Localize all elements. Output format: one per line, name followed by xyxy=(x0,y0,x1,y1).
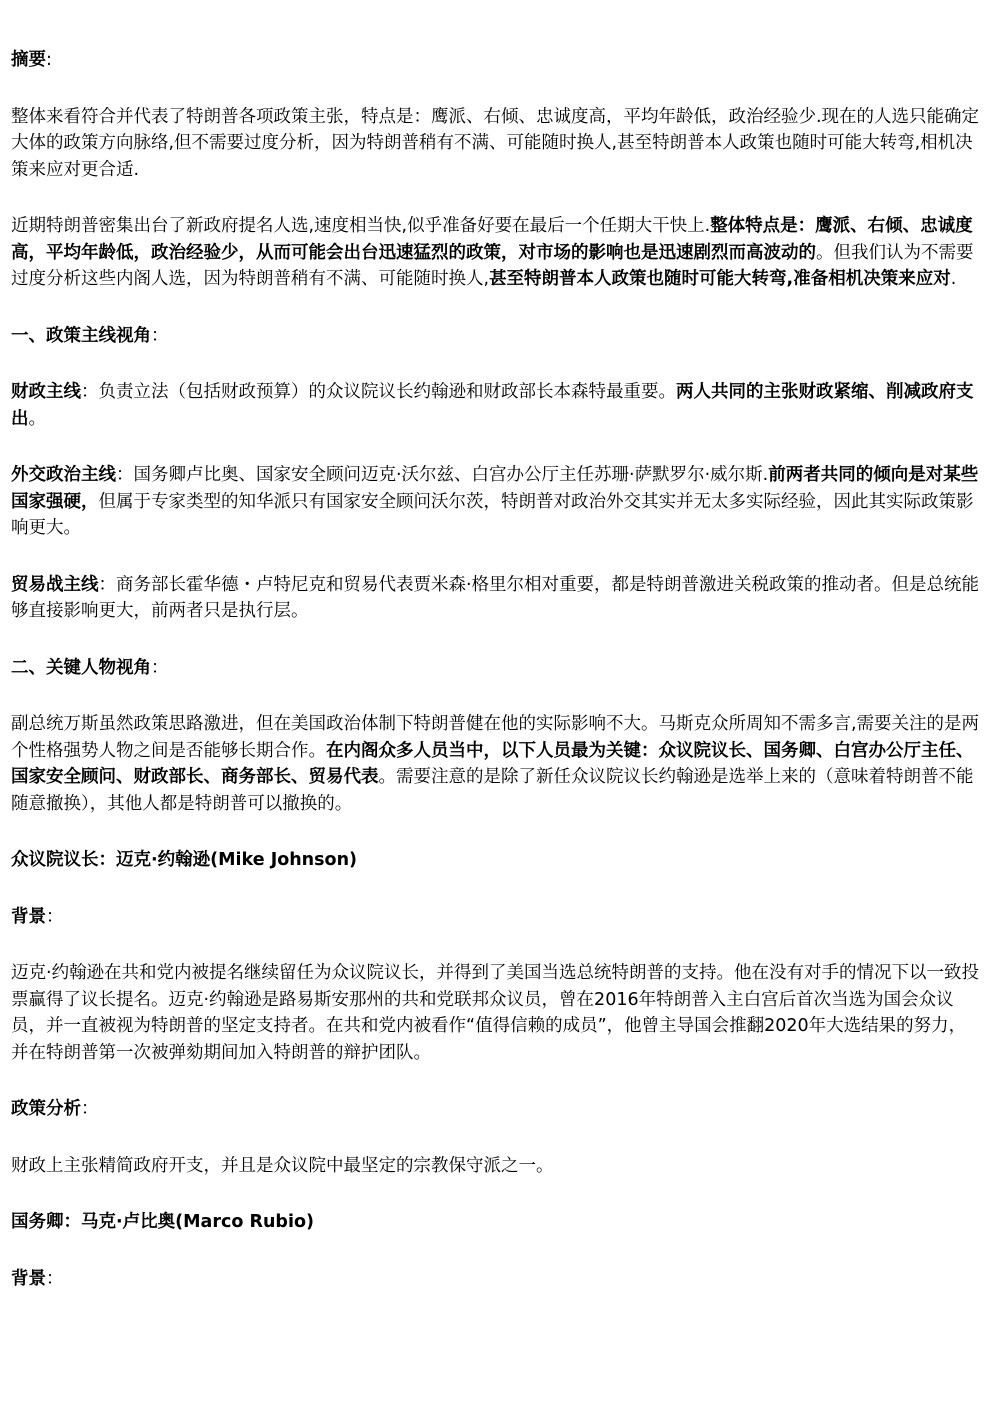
key-figures-intro: 副总统万斯虽然政策思路激进，但在美国政治体制下特朗普健在他的实际影响不大。马斯克众所周知不需多言,需要关注的是两个性格强势人物之间是否能够长期合作。 xyxy=(11,714,980,761)
secretary-heading xyxy=(11,1209,980,1236)
fiscal-label: 财政主线 xyxy=(11,382,81,402)
foreign-highlight: 前两者共同的倾向是对某些国家强硬， xyxy=(11,465,979,512)
section2-colon: ： xyxy=(151,657,169,678)
secretary-title: 国务卿：马克·卢比奥(Marco Rubio) xyxy=(11,1212,314,1232)
speaker-policy-heading xyxy=(11,1096,980,1123)
summary-heading xyxy=(11,47,980,74)
summary-p2-highlight-2: 甚至特朗普本人政策也随时可能大转弯,准备相机决策来应对 xyxy=(489,269,951,289)
foreign-label: 外交政治主线 xyxy=(11,465,116,485)
section1-heading xyxy=(11,323,980,350)
key-figures-highlight: 在内阁众多人员当中，以下人员最为关键：众议院议长、国务卿、白宫办公厅主任、国家安全顾问、财政部长、商务部长、贸易代表 xyxy=(11,740,974,787)
summary-p2-intro: 近期特朗普密集出台了新政府提名人选,速度相当快,似乎准备好要在最后一个任期大干快上. xyxy=(11,216,711,236)
fiscal-highlight: 两人共同的主张财政紧缩、削减政府支出 xyxy=(11,382,974,429)
summary-label: 摘要 xyxy=(11,50,46,70)
speaker-title: 众议院议长：迈克·约翰逊(Mike Johnson) xyxy=(11,850,358,870)
summary-p2-middle: 。但我们认为不需要过度分析这些内阁人选，因为特朗普稍有不满、可能随时换人, xyxy=(11,242,974,289)
secretary-background-colon: ： xyxy=(46,1268,64,1289)
section1-colon: ： xyxy=(151,325,169,346)
trade-paragraph xyxy=(11,572,980,625)
secretary-background-label: 背景 xyxy=(11,1268,46,1289)
speaker-policy-label: 政策分析 xyxy=(11,1099,81,1119)
key-figures-paragraph xyxy=(11,711,980,817)
summary-p2-end: . xyxy=(950,269,957,289)
speaker-background-text: 迈克·约翰逊在共和党内被提名继续留任为众议院议长，并得到了美国当选总统特朗普的支持。他在没有对手的情况下以一致投票赢得了议长提名。迈克·约翰逊是路易斯安那州的共和党联邦众议员，曾在2016年特朗普入主白宫后首次当选为国会众议员，并一直被视为特朗普的坚定支持者。在共和党内被看作“值得信赖的成员”，他曾主导国会推翻2020年大选结果的努力，并在特朗普第一次被弹劾期间加入特朗普的辩护团队。 xyxy=(11,963,980,1063)
speaker-background-heading xyxy=(11,904,980,931)
speaker-background-label: 背景 xyxy=(11,906,46,927)
fiscal-text: ：负责立法（包括财政预算）的众议院议长约翰逊和财政部长本森特最重要。 xyxy=(81,382,676,402)
foreign-paragraph xyxy=(11,462,980,542)
summary-paragraph-2 xyxy=(11,213,980,293)
key-figures-end: 。需要注意的是除了新任众议院议长约翰逊是选举上来的（意味着特朗普不能随意撤换），其他人都是特朗普可以撤换的。 xyxy=(11,767,974,814)
fiscal-paragraph xyxy=(11,379,980,432)
trade-label: 贸易战主线 xyxy=(11,574,99,595)
trade-text: ：商务部长霍华德・卢特尼克和贸易代表贾米森·格里尔相对重要，都是特朗普激进关税政策的推动者。但是总统能够直接影响更大，前两者只是执行层。 xyxy=(11,574,980,621)
section2-title: 二、关键人物视角 xyxy=(11,657,151,678)
speaker-heading xyxy=(11,847,980,874)
section2-heading xyxy=(11,655,980,682)
secretary-background-heading xyxy=(11,1266,980,1293)
speaker-policy-colon: ： xyxy=(81,1099,99,1119)
summary-p2-highlight: 整体特点是：鹰派、右倾、忠诚度高，平均年龄低，政治经验少，从而可能会出台迅速猛烈的政策，对市场的影响也是迅速剧烈而高波动的 xyxy=(11,216,973,263)
foreign-text: ：国务卿卢比奥、国家安全顾问迈克·沃尔兹、白宫办公厅主任苏珊·萨默罗尔·威尔斯. xyxy=(116,465,769,485)
foreign-end: 但属于专家类型的知华派只有国家安全顾问沃尔茨，特朗普对政治外交其实并无太多实际经验，因此其实际政策影响更大。 xyxy=(11,491,974,538)
speaker-policy-text: 财政上主张精简政府开支，并且是众议院中最坚定的宗教保守派之一。 xyxy=(11,1155,554,1176)
summary-colon: : xyxy=(46,50,52,70)
summary-paragraph-1: 整体来看符合并代表了特朗普各项政策主张，特点是：鹰派、右倾、忠诚度高，平均年龄低，政治经验少.现在的人选只能确定大体的政策方向脉络,但不需要过度分析，因为特朗普稍有不满、可能随时换人,甚至特朗普本人政策也随时可能大转弯,相机决策来应对更合适. xyxy=(11,106,980,180)
fiscal-end: 。 xyxy=(28,408,46,429)
speaker-background-colon: ： xyxy=(46,906,64,927)
section1-title: 一、政策主线视角 xyxy=(11,325,151,346)
